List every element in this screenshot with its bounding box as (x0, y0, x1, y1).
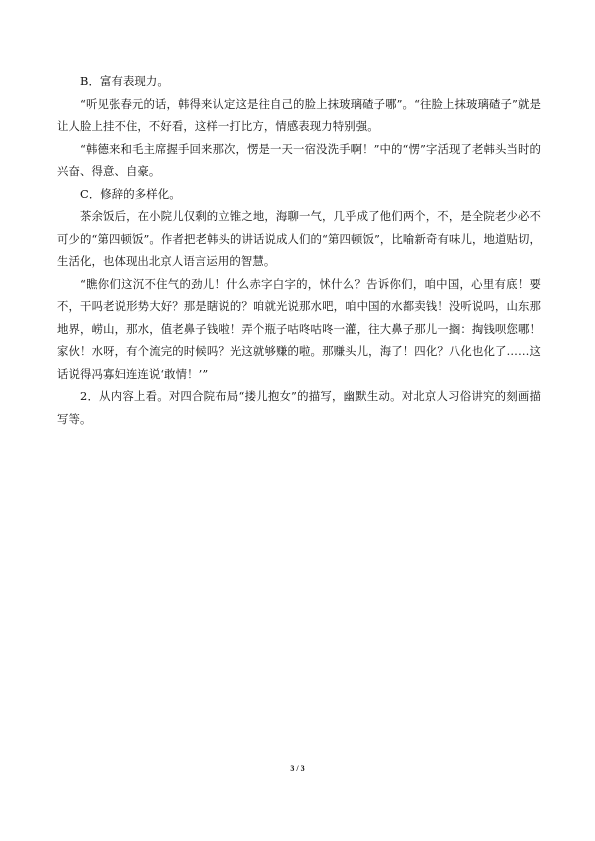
page-number: 3 / 3 (290, 764, 305, 773)
document-body (57, 70, 541, 430)
paragraph-content-view: 2．从内容上看。对四合院布局“搂儿抱女”的描写，幽默生动。对北京人习俗讲究的刻画描写等。 (57, 389, 541, 426)
paragraph-c-heading: C．修辞的多样化。 (80, 186, 181, 201)
paragraph-handshake: “韩德来和毛主席握手回来那次，愣是一天一宿没洗手啊！”中的“愣”字活现了老韩头当时的兴奋、得意、自豪。 (57, 141, 541, 178)
paragraph-quote-water: “瞧你们这沉不住气的劲儿！什么赤字白字的，怵什么？告诉你们，咱中国，心里有底！要不，干吗老说形势大好？那是瞎说的？咱就光说那水吧，咱中国的水都卖钱！没听说吗，山东那地界，崂山，那水，值老鼻子钱啦！弄个瓶子咕咚咕咚一灌，往大鼻子那儿一搁：掏钱呗您哪！家伙！水呀，有个流完的时候吗？光这就够赚的啦。那赚头儿，海了！四化？八化也化了……这话说得冯寡妇连连说‘敢情！’” (57, 276, 541, 381)
paragraph-fourth-meal: 茶余饭后，在小院儿仅剩的立锥之地，海聊一气，几乎成了他们两个，不，是全院老少必不可少的“第四顿饭”。作者把老韩头的讲话说成人们的“第四顿饭”，比喻新奇有味儿，地道贴切，生活化，也体现出北京人语言运用的智慧。 (57, 209, 541, 268)
paragraph-b-heading: B．富有表现力。 (80, 74, 169, 88)
paragraph-glass-metaphor: “听见张春元的话，韩得来认定这是往自己的脸上抹玻璃碴子哪”。“往脸上抹玻璃碴子”就是让人脸上挂不住，不好看，这样一打比方，情感表现力特别强。 (57, 96, 541, 133)
